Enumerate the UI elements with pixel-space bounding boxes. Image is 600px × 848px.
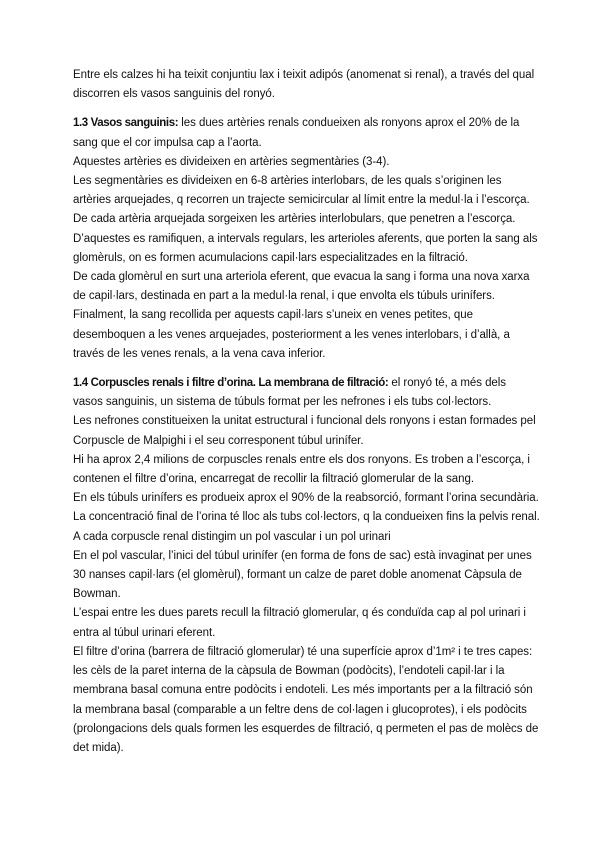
text-line: artèries arquejades, q recorren un trajecte semicircular al límit entre la medul·la i l’escorça. [73, 194, 530, 207]
text-line: membrana basal comuna entre podòcits i endoteli. Les més importants per a la filtració són [73, 684, 533, 697]
text-line: det mida). [73, 741, 124, 754]
text-line: Entre els calzes hi ha teixit conjuntiu lax i teixit adipós (anomenat si renal), a través del qual [73, 69, 535, 81]
text-line: L’espai entre les dues parets recull la filtració glomerular, q és conduïda cap al pol urinari i [73, 607, 526, 620]
text-line: entra al túbul urinari eferent. [73, 626, 216, 639]
text-line: desemboquen a les venes arquejades, posteriorment a les venes interlobars, i d’allà, a [73, 328, 510, 341]
text-line: Bowman. [73, 588, 121, 601]
text-line: En el pol vascular, l’inici del túbul urinífer (en forma de fons de sac) està invaginat per unes [73, 549, 532, 562]
text-line: la membrana basal (comparable a un feltre dens de col·lagen i glucoprotes), i els podòcits [73, 703, 527, 716]
section-vasos-sanguinis [73, 114, 538, 364]
text-line [73, 114, 531, 133]
text-line: 30 nanses capil·lars (el glomèrul), formant un calze de paret doble anomenat Càpsula de [73, 569, 522, 582]
text-line: discorren els vasos sanguinis del ronyó. [73, 88, 275, 101]
text-line: glomèruls, on es formen acumulacions capil·lars especialitzades en la filtració. [73, 251, 468, 264]
text-line: Corpuscle de Malpighi i el seu corresponent túbul urinífer. [73, 434, 364, 447]
text-run: el ronyó té, a més dels [388, 377, 506, 390]
text-line: De cada glomèrul en surt una arteriola eferent, que evacua la sang i forma una nova xarxa [73, 271, 530, 284]
text-line: sang que el cor impulsa cap a l’aorta. [73, 136, 262, 149]
text-line: través de les venes renals, a la vena cava inferior. [73, 347, 326, 360]
text-line: vasos sanguinis, un sistema de túbuls format per les nefrones i els tubs col·lectors. [73, 396, 492, 409]
text-line: de capil·lars, destinada en part a la medul·la renal, i que envolta els túbuls urinífers. [73, 290, 495, 303]
section-corpuscles-renals [73, 374, 540, 758]
text-line: contenen el filtre d’orina, encarregat de recollir la filtració glomerular de la sang. [73, 473, 474, 486]
section-heading: 1.4 Corpuscles renals i filtre d’orina. La membrana de filtració: [73, 377, 389, 390]
text-line: Aquestes artèries es divideixen en artèries segmentàries (3-4). [73, 155, 390, 168]
text-line: De cada artèria arquejada sorgeixen les artèries interlobulars, que penetren a l’escorça. [73, 213, 516, 226]
text-line: Les nefrones constitueixen la unitat estructural i funcional dels ronyons i estan formades pel [73, 415, 536, 428]
text-line: En els túbuls urinífers es produeix aprox el 90% de la reabsorció, formant l’orina secundària. [73, 492, 539, 505]
section-heading: 1.3 Vasos sanguinis: [73, 117, 179, 130]
text-line: Hi ha aprox 2,4 milions de corpuscles renals entre els dos ronyons. Es troben a l’escorça, i [73, 453, 530, 466]
text-line: La concentració final de l’orina té lloc als tubs col·lectors, q la condueixen fins la pelvis renal. [73, 511, 540, 524]
document-body [73, 66, 540, 758]
text-line: Les segmentàries es divideixen en 6-8 artèries interlobars, de les quals s’originen les [73, 175, 502, 188]
text-line: A cada corpuscle renal distingim un pol vascular i un pol urinari [73, 530, 391, 543]
text-line: D’aquestes es ramifiquen, a intervals regulars, les arterioles aferents, que porten la sang als [73, 232, 538, 245]
text-line: El filtre d’orina (barrera de filtració glomerular) té una superfície aprox d’1m² i te tres capes: [73, 645, 533, 658]
text-line: (prolongacions dels quals formen les esquerdes de filtració, q permeten el pas de molècs de [73, 722, 539, 735]
text-line: les cèls de la paret interna de la càpsula de Bowman (podòcits), l’endoteli capil·lar i la [73, 665, 505, 678]
intro-paragraph [73, 66, 535, 104]
text-run: les dues artèries renals condueixen als ronyons aprox el 20% de la [178, 117, 520, 130]
text-line [73, 374, 531, 393]
text-line: Finalment, la sang recollida per aquests capil·lars s’uneix en venes petites, que [73, 309, 473, 322]
